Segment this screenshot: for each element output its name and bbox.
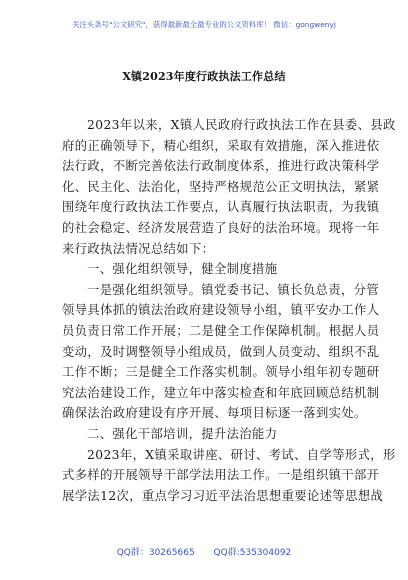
body-line: 员负责日常工作开展；二是健全工作保障机制。根据人员 (62, 323, 380, 338)
body-line: 究法治建设工作，建立年中落实检查和年底回顾总结机制 (62, 385, 380, 400)
qq-group-1: QQ群：30265665 (116, 548, 195, 558)
body-line: 领导具体抓的镇法治政府建设领导小组，镇平安办工作人 (62, 303, 380, 318)
body-line: 确保法治政府建设有序开展、每项目标逐一落到实处。 (62, 406, 367, 421)
body-line: 2023年以来，X镇人民政府行政执法工作在县委、县政 (87, 118, 396, 132)
document-body (62, 115, 396, 506)
qq-group-2: QQ群:535304092 (213, 548, 292, 558)
body-line: 二、强化干部培训，提升法治能力 (87, 426, 278, 441)
body-line: 法行政，不断完善依法行政制度体系，推进行政决策科学 (62, 159, 380, 174)
body-line: 变动，及时调整领导小组成员，做到人员变动、组织不乱 (62, 344, 380, 359)
body-line: 2023年，X镇采取讲座、研讨、考试、自学等形式，形 (87, 447, 396, 462)
body-line: 一、强化组织领导，健全制度措施 (87, 262, 278, 277)
body-line: 的社会稳定、经济发展营造了良好的法治环境。现将一年 (62, 220, 380, 235)
body-line: 来行政执法情况总结如下： (62, 241, 215, 256)
body-line: 府的正确领导下，精心组织，采取有效措施，深入推进依 (62, 138, 380, 153)
body-line: 展学法12次，重点学习习近平法治思想重要论述等思想战 (62, 488, 384, 503)
body-line: 化、民主化、法治化，坚持严格规范公正文明执法，紧紧 (62, 179, 380, 194)
body-line: 工作不断；三是健全工作落实机制。领导小组年初专题研 (62, 365, 380, 380)
body-line: 式多样的开展领导干部学法用法工作。一是组织镇干部开 (62, 468, 380, 483)
header-banner: 关注头条号"公文研究"，获得最新最全最专业的公文资料库！ 微信：gongwenyj (72, 20, 336, 29)
footer-contact (0, 545, 408, 558)
body-line: 围绕年度行政执法工作要点，认真履行执法职责，为我镇 (62, 200, 380, 215)
document-title: X镇2023年度行政执法工作总结 (122, 70, 286, 83)
body-line: 一是强化组织领导。镇党委书记、镇长负总责，分管 (87, 282, 380, 297)
